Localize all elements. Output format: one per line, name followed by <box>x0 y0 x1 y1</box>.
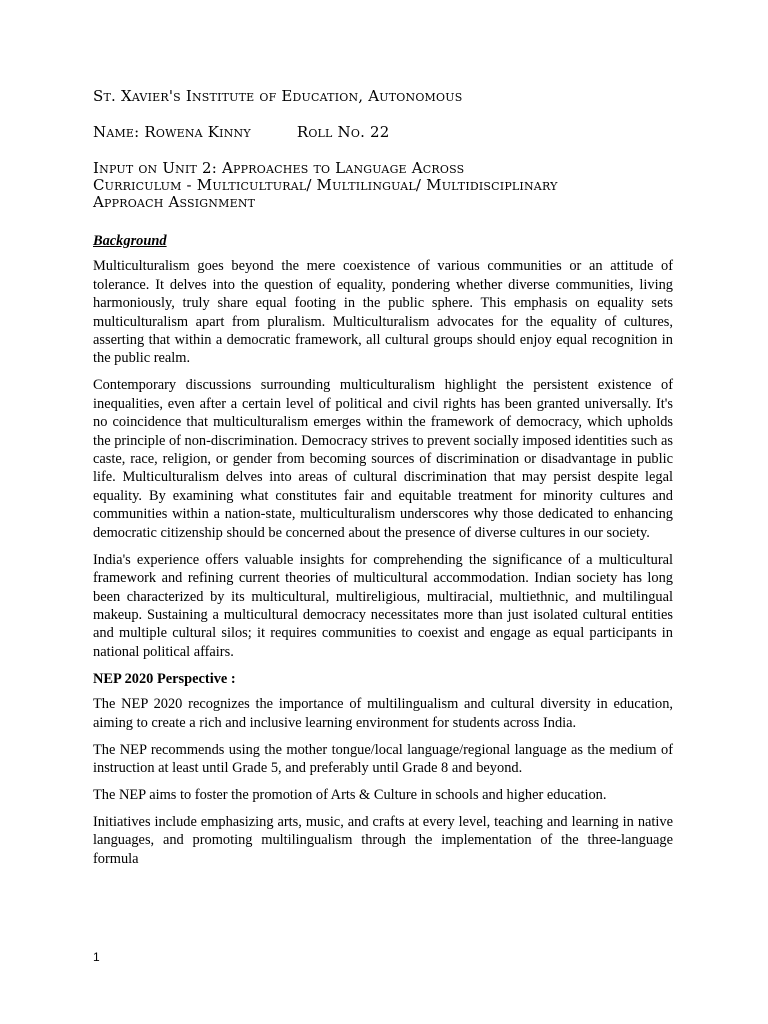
student-name: Name: Rowena Kinny <box>93 123 251 141</box>
assignment-title-line-1: Input on Unit 2: Approaches to Language Across <box>93 159 465 177</box>
background-paragraph-2: Contemporary discussions surrounding multiculturalism highlight the persistent existence of inequalities, even after a certain level of political and civil rights has been granted universally. It's no coincidence that multiculturalism emerges within the framework of democracy, which upholds the principle of non-discrimination. Democracy strives to prevent socially imposed identities such as caste, race, religion, or gender from becoming sources of discrimination or disadvantage in public life. Multiculturalism delves into areas of cultural discrimination that may persist despite legal equality. By examining what constitutes fair and equitable treatment for minority cultures and communities within a nation-state, multiculturalism underscores why those dedicated to enhancing democratic citizenship should be concerned about the presence of diverse cultures in our society. <box>93 377 673 541</box>
student-info-line <box>93 124 390 141</box>
page-number: 1 <box>93 950 100 964</box>
nep-paragraph-1: The NEP 2020 recognizes the importance of multilingualism and cultural diversity in education, aiming to create a rich and inclusive learning environment for students across India. <box>93 696 673 731</box>
assignment-title <box>93 160 558 211</box>
background-paragraph-1: Multiculturalism goes beyond the mere coexistence of various communities or an attitude of tolerance. It delves into the question of equality, pondering whether diverse communities, living harmoniously, truly share equal footing in the public sphere. This emphasis on equality sets multiculturalism apart from pluralism. Multiculturalism advocates for the equality of cultures, asserting that within a democratic framework, all cultural groups should enjoy equal recognition in the public realm. <box>93 258 673 367</box>
roll-number: Roll No. 22 <box>296 123 390 141</box>
assignment-title-line-3: Approach Assignment <box>93 193 256 211</box>
background-paragraph-3: India's experience offers valuable insights for comprehending the significance of a multicultural framework and refining current theories of multicultural accommodation. Indian society has long been characterized by its multicultural, multireligious, multiracial, multiethnic, and multilingual makeup. Sustaining a multicultural democracy necessitates more than just isolated cultural entities and multiple cultural silos; it requires communities to coexist and engage as equal participants in national political affairs. <box>93 551 673 660</box>
nep-paragraph-2: The NEP recommends using the mother tongue/local language/regional language as the medium of instruction at least until Grade 5, and preferably until Grade 8 and beyond. <box>93 741 673 776</box>
nep-heading: NEP 2020 Perspective : <box>93 670 236 687</box>
nep-paragraph-4: Initiatives include emphasizing arts, music, and crafts at every level, teaching and learning in native languages, and promoting multilingualism through the implementation of the three-language formula <box>93 813 673 867</box>
document-body <box>93 232 673 877</box>
institute-heading: St. Xavier's Institute of Education, Autonomous <box>93 87 463 105</box>
nep-paragraph-3: The NEP aims to foster the promotion of Arts & Culture in schools and higher education. <box>93 786 607 803</box>
background-heading: Background <box>93 233 167 249</box>
assignment-title-line-2: Curriculum - Multicultural/ Multilingual/ Multidisciplinary <box>93 176 558 194</box>
